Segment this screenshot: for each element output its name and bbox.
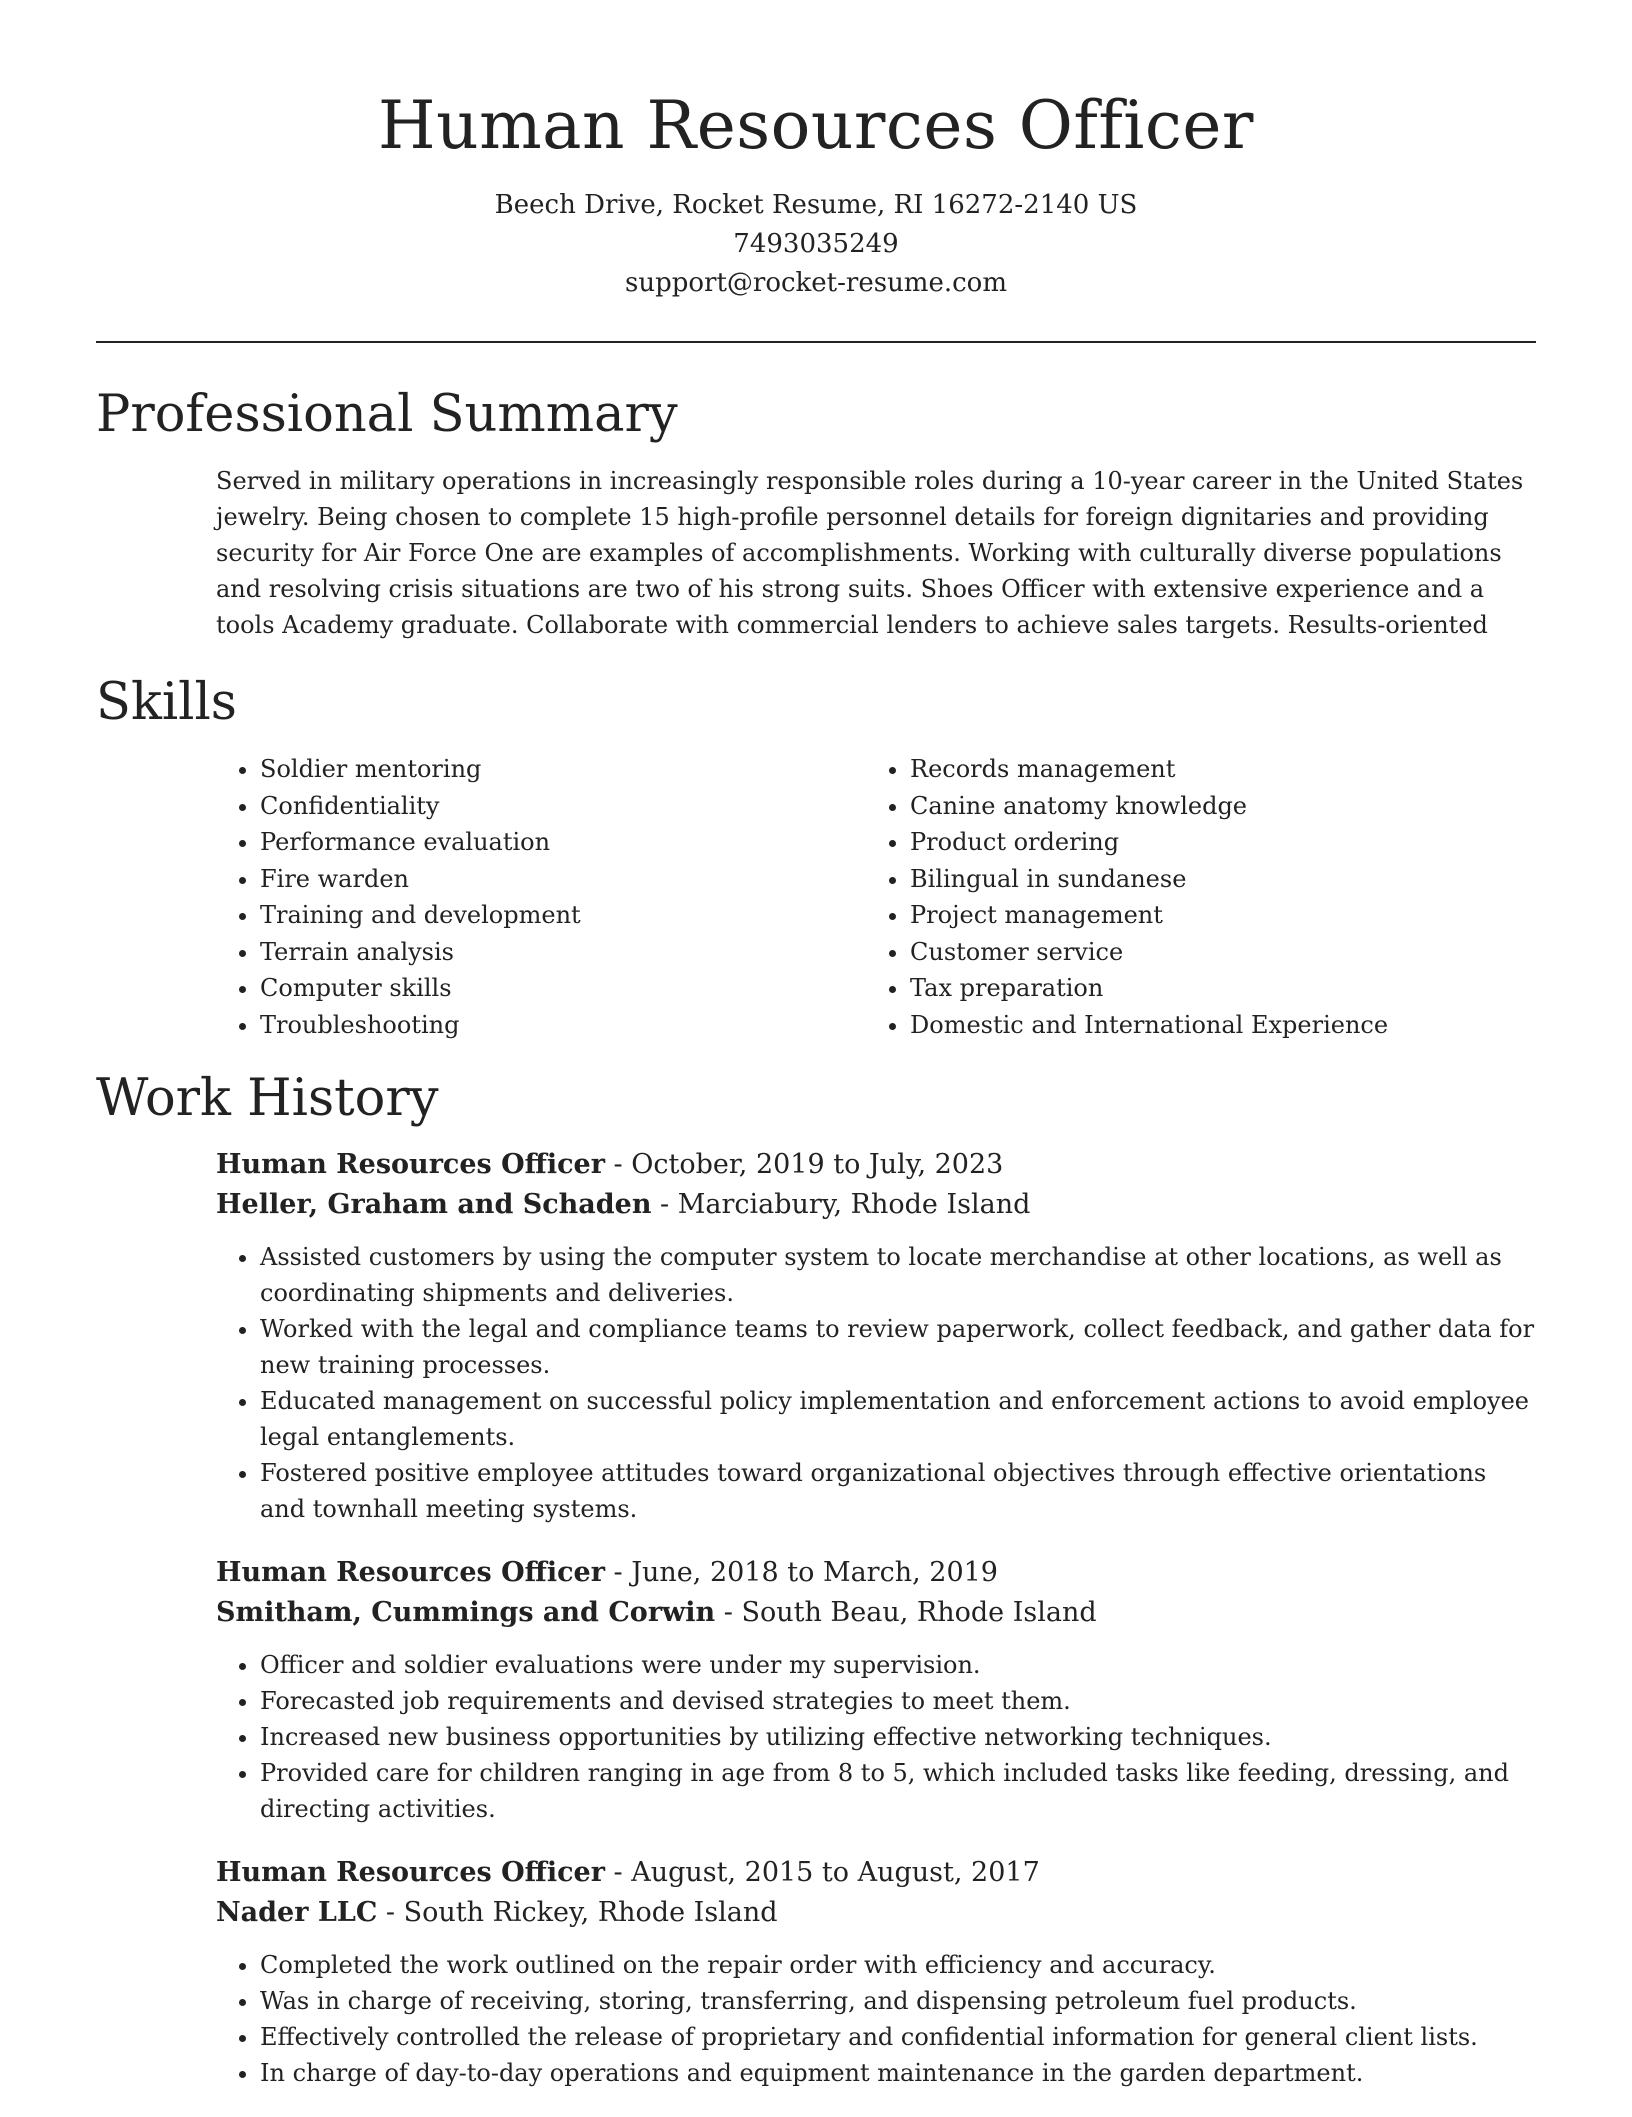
job-dates: - October, 2019 to July, 2023	[604, 1149, 1004, 1180]
skills-list-left	[216, 751, 866, 1043]
skill-item: • Bilingual in sundanese	[910, 861, 1516, 898]
job-bullet: • Was in charge of receiving, storing, transferring, and dispensing petroleum fuel products.	[260, 1983, 1536, 2019]
skill-item: • Canine anatomy knowledge	[910, 788, 1516, 825]
job-title-line	[216, 1145, 1536, 1185]
job-title: Human Resources Officer	[216, 1857, 605, 1888]
contact-address: Beech Drive, Rocket Resume, RI 16272-2140 US	[494, 190, 1138, 220]
job-company: Nader LLC	[216, 1897, 378, 1928]
skills-heading: Skills	[96, 673, 237, 732]
resume-name: Human Resources Officer	[378, 87, 1254, 164]
summary-heading: Professional Summary	[96, 385, 678, 444]
skill-item: • Fire warden	[260, 861, 866, 898]
job-location: - South Beau, Rhode Island	[715, 1597, 1097, 1628]
job-bullet: • Provided care for children ranging in age from 8 to 5, which included tasks like feeding, dressing, and directing activities.	[260, 1755, 1536, 1827]
job-bullet: • Educated management on successful policy implementation and enforcement actions to avoid employee legal entanglements.	[260, 1383, 1536, 1455]
summary-section	[96, 383, 1536, 643]
header-divider	[96, 341, 1536, 343]
job-title-line	[216, 1853, 1536, 1893]
job-title: Human Resources Officer	[216, 1149, 605, 1180]
skills-section	[96, 671, 1536, 1043]
skill-item: • Terrain analysis	[260, 934, 866, 971]
skill-item: • Domestic and International Experience	[910, 1007, 1516, 1044]
job-company-line	[216, 1593, 1536, 1633]
resume-page	[96, 0, 1536, 2117]
skill-item: • Records management	[910, 751, 1516, 788]
skill-item: • Confidentiality	[260, 788, 866, 825]
job-title: Human Resources Officer	[216, 1557, 605, 1588]
contact-email: support@rocket-resume.com	[624, 268, 1007, 298]
job-bullet-list	[216, 1947, 1536, 2091]
job-bullet: • Fostered positive employee attitudes toward organizational objectives through effective orientations and townhall meeting systems.	[260, 1455, 1536, 1527]
skill-item: • Soldier mentoring	[260, 751, 866, 788]
job-bullet: • Assisted customers by using the computer system to locate merchandise at other locations, as well as coordinating shipments and deliveries.	[260, 1239, 1536, 1311]
job-company: Heller, Graham and Schaden	[216, 1189, 652, 1220]
skills-list-right	[866, 751, 1516, 1043]
job-entry	[216, 1145, 1536, 1527]
job-bullet: • Officer and soldier evaluations were under my supervision.	[260, 1647, 1536, 1683]
skills-columns	[216, 751, 1536, 1043]
skill-item: • Customer service	[910, 934, 1516, 971]
resume-header	[96, 0, 1536, 303]
job-bullet: • Forecasted job requirements and devised strategies to meet them.	[260, 1683, 1536, 1719]
job-bullet: • Completed the work outlined on the repair order with efficiency and accuracy.	[260, 1947, 1536, 1983]
work-history-heading: Work History	[96, 1069, 439, 1128]
job-entry	[216, 1553, 1536, 1827]
job-bullet: • Increased new business opportunities by utilizing effective networking techniques.	[260, 1719, 1536, 1755]
work-history-body	[216, 1145, 1536, 2091]
job-entry	[216, 1853, 1536, 2091]
job-bullet: • Effectively controlled the release of proprietary and confidential information for general client lists.	[260, 2019, 1536, 2055]
job-bullet-list	[216, 1647, 1536, 1827]
job-location: - South Rickey, Rhode Island	[377, 1897, 778, 1928]
summary-text: Served in military operations in increasingly responsible roles during a 10-year career in the United States jewelry. Being chosen to complete 15 high-profile personnel details for foreign dignitaries and providing security for Air Force One are examples of accomplishments. Working with culturally diverse populations and resolving crisis situations are two of his strong suits. Shoes Officer with extensive experience and a tools Academy graduate. Collaborate with commercial lenders to achieve sales targets. Results-oriented	[216, 467, 1524, 639]
skill-item: • Computer skills	[260, 970, 866, 1007]
job-bullet: • In charge of day-to-day operations and equipment maintenance in the garden department.	[260, 2055, 1536, 2091]
job-dates: - June, 2018 to March, 2019	[604, 1557, 998, 1588]
job-title-line	[216, 1553, 1536, 1593]
job-bullet-list	[216, 1239, 1536, 1527]
job-company-line	[216, 1185, 1536, 1225]
skill-item: • Project management	[910, 897, 1516, 934]
job-location: - Marciabury, Rhode Island	[651, 1189, 1031, 1220]
job-dates: - August, 2015 to August, 2017	[604, 1857, 1040, 1888]
skill-item: • Tax preparation	[910, 970, 1516, 1007]
skill-item: • Training and development	[260, 897, 866, 934]
job-company-line	[216, 1893, 1536, 1933]
skill-item: • Troubleshooting	[260, 1007, 866, 1044]
contact-info	[96, 186, 1536, 303]
skill-item: • Product ordering	[910, 824, 1516, 861]
skill-item: • Performance evaluation	[260, 824, 866, 861]
job-bullet: • Worked with the legal and compliance teams to review paperwork, collect feedback, and gather data for new training processes.	[260, 1311, 1536, 1383]
contact-phone: 7493035249	[733, 229, 899, 259]
job-company: Smitham, Cummings and Corwin	[216, 1597, 716, 1628]
work-history-section	[96, 1067, 1536, 2091]
